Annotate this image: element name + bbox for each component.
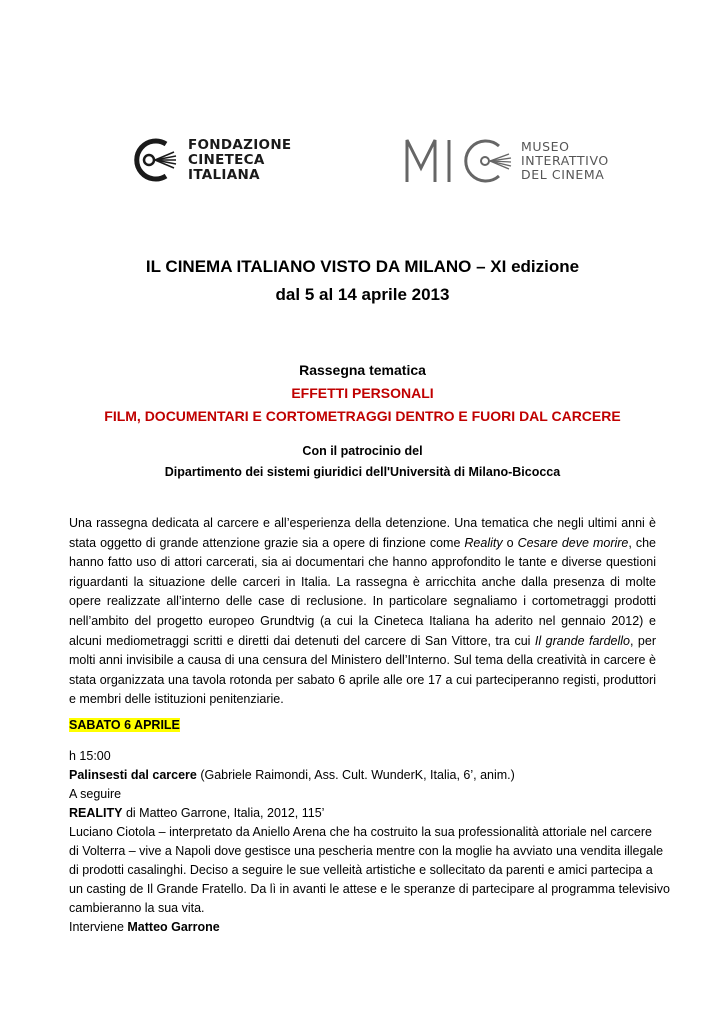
screening-time: h 15:00 xyxy=(69,749,111,763)
patronage-label: Con il patrocinio del xyxy=(302,444,423,458)
logo-line-2: CINETECA xyxy=(188,151,265,168)
section-subtitle: FILM, DOCUMENTARI E CORTOMETRAGGI DENTRO E FUORI DAL CARCERE xyxy=(104,408,621,424)
short-film-title: Palinsesti dal carcere xyxy=(69,768,197,782)
mic-line-3: DEL CINEMA xyxy=(521,167,605,182)
intro-text-4: , per molti anni invisibile a causa di una censura del Ministero dell’Interno. Sul tema della creatività in carcere è stata organizzata una tavola rotonda per sabato 6 aprile alle ore 17 a cui parteciperanno registi, produttori e membri delle istituzioni penitenziarie. xyxy=(69,633,656,707)
intro-text-2: o xyxy=(502,535,518,550)
feature-film-info: di Matteo Garrone, Italia, 2012, 115’ xyxy=(122,806,325,820)
cineteca-emblem-icon xyxy=(126,132,182,188)
page-dates: dal 5 al 14 aprile 2013 xyxy=(275,285,450,304)
logo-line-3: ITALIANA xyxy=(188,166,260,183)
department-name: Dipartimento dei sistemi giuridici dell'Università di Milano-Bicocca xyxy=(164,465,561,479)
synopsis-line: un casting de Il Grande Fratello. Da lì in avanti le attese e le speranze di partecipare al programma televisivo xyxy=(69,882,671,896)
synopsis-line: Luciano Ciotola – interpretato da Aniello Arena che ha costruito la sua professionalità attoriale nel carcere xyxy=(69,825,652,839)
guest-label: Interviene xyxy=(69,920,128,934)
film-title-reality: Reality xyxy=(464,535,503,550)
section-label: Rassegna tematica xyxy=(299,362,426,378)
guest-name: Matteo Garrone xyxy=(127,920,220,934)
section-name: EFFETTI PERSONALI xyxy=(291,385,434,401)
guest-line xyxy=(69,920,220,934)
page-title: IL CINEMA ITALIANO VISTO DA MILANO – XI edizione xyxy=(145,257,580,276)
logo-line-1: FONDAZIONE xyxy=(188,136,292,153)
synopsis-line: di prodotti casalinghi. Deciso a seguire le sue velleità artistiche e sollecitato da parenti e amici partecipa a xyxy=(69,863,653,877)
mic-line-1: MUSEO xyxy=(521,139,570,154)
mic-line-2: INTERATTIVO xyxy=(521,153,609,168)
day-label: SABATO 6 APRILE xyxy=(69,718,180,732)
feature-film-title: REALITY xyxy=(69,806,123,820)
synopsis-line: di Volterra – vive a Napoli dove gestisce una pescheria mentre con la moglie ha avviato una vendita illegale xyxy=(69,844,664,858)
logos-header xyxy=(0,128,725,198)
synopsis-line: cambieranno la sua vita. xyxy=(69,901,205,915)
intro-text-3: , che hanno fatto uso di attori carcerati, sia ai documentari che hanno approfondito le tante e diverse questioni riguardanti la situazione delle carceri in Italia. La rassegna è arricchita anche dalla presenza di molte opere realizzate all’interno delle case di reclusione. In particolare segnaliamo i cortometraggi prodotti nell’ambito del progetto europeo Grundtvig (a cui la Cineteca Italiana ha aderito nel gennaio 2012) e alcuni mediometraggi scritti e diretti dai detenuti del carcere di San Vittore, tra cui xyxy=(69,535,656,648)
day-heading xyxy=(69,718,180,732)
film-title-fardello: Il grande fardello xyxy=(534,633,630,648)
mic-mark-icon xyxy=(405,136,515,186)
mic-museo-logo xyxy=(405,136,609,186)
intro-paragraph xyxy=(69,514,656,710)
film-title-cesare: Cesare deve morire xyxy=(517,535,629,550)
short-film-info: (Gabriele Raimondi, Ass. Cult. WunderK, Italia, 6’, anim.) xyxy=(196,768,515,782)
intro-text-1: Una rassegna dedicata al carcere e all’esperienza della detenzione. Una tematica che negli ultimi anni è stata oggetto di grande attenzione grazie sia a opere di finzione come xyxy=(69,516,656,550)
fondazione-cineteca-logo xyxy=(126,132,291,188)
short-film-line xyxy=(69,768,515,782)
following-label: A seguire xyxy=(69,787,122,801)
feature-film-line xyxy=(69,806,324,820)
